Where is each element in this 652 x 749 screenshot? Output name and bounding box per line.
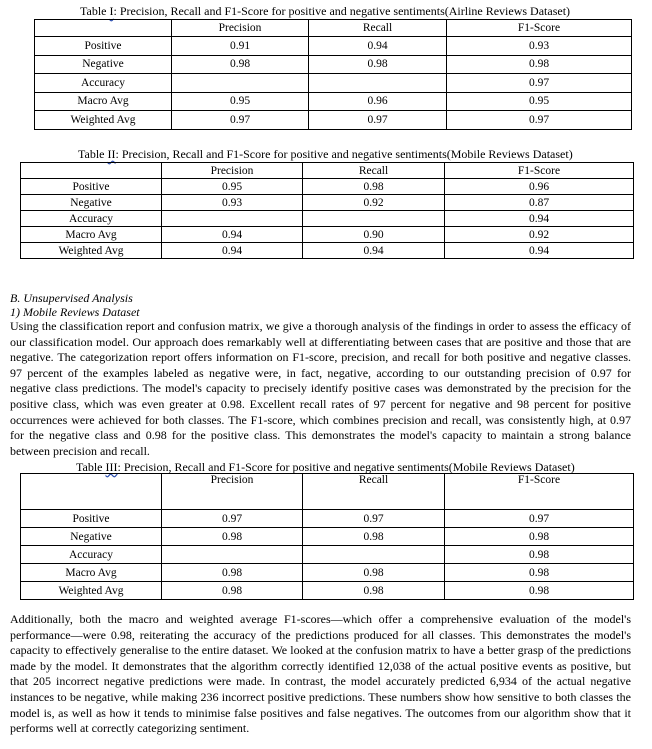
table2-caption-prefix: Table bbox=[78, 147, 108, 161]
row-label-cell: Weighted Avg bbox=[35, 111, 172, 130]
row-label-cell: Accuracy bbox=[21, 211, 162, 227]
header-cell: F1-Score bbox=[445, 474, 634, 510]
value-cell: 0.92 bbox=[303, 195, 445, 211]
value-cell: 0.98 bbox=[303, 582, 445, 600]
header-cell: F1-Score bbox=[447, 20, 632, 37]
table-row bbox=[35, 55, 632, 74]
table-row bbox=[35, 37, 632, 56]
value-cell: 0.93 bbox=[447, 37, 632, 56]
value-cell: 0.97 bbox=[162, 510, 303, 528]
header-cell: F1-Score bbox=[445, 163, 634, 179]
table-row bbox=[21, 179, 634, 195]
value-cell: 0.94 bbox=[162, 227, 303, 243]
header-cell: Precision bbox=[172, 20, 309, 37]
value-cell: 0.94 bbox=[162, 243, 303, 259]
table1-caption bbox=[80, 4, 570, 18]
value-cell bbox=[162, 546, 303, 564]
row-label-cell: Weighted Avg bbox=[21, 582, 162, 600]
value-cell: 0.87 bbox=[445, 195, 634, 211]
table3-caption bbox=[76, 460, 575, 474]
header-row bbox=[21, 474, 634, 510]
value-cell: 0.94 bbox=[309, 37, 447, 56]
table-row bbox=[21, 211, 634, 227]
value-cell: 0.94 bbox=[445, 211, 634, 227]
header-cell: Recall bbox=[309, 20, 447, 37]
table3-caption-roman: III bbox=[105, 460, 118, 474]
value-cell: 0.98 bbox=[172, 55, 309, 74]
row-label-cell: Accuracy bbox=[35, 74, 172, 93]
row-label-cell: Negative bbox=[21, 195, 162, 211]
value-cell: 0.98 bbox=[445, 528, 634, 546]
table1-caption-prefix: Table bbox=[80, 4, 110, 18]
header-cell bbox=[21, 163, 162, 179]
value-cell: 0.96 bbox=[445, 179, 634, 195]
table2 bbox=[20, 162, 634, 259]
table-row bbox=[21, 564, 634, 582]
value-cell: 0.98 bbox=[162, 582, 303, 600]
value-cell bbox=[303, 211, 445, 227]
header-row bbox=[21, 163, 634, 179]
row-label-cell: Macro Avg bbox=[21, 227, 162, 243]
value-cell: 0.94 bbox=[303, 243, 445, 259]
header-cell: Precision bbox=[162, 163, 303, 179]
row-label-cell: Positive bbox=[21, 179, 162, 195]
value-cell: 0.98 bbox=[445, 546, 634, 564]
value-cell: 0.98 bbox=[447, 55, 632, 74]
header-row bbox=[35, 20, 632, 37]
value-cell: 0.97 bbox=[447, 111, 632, 130]
value-cell: 0.98 bbox=[309, 55, 447, 74]
value-cell: 0.93 bbox=[162, 195, 303, 211]
table2-caption-roman: II bbox=[107, 147, 116, 161]
value-cell bbox=[309, 74, 447, 93]
table2-caption-text: : Precision, Recall and F1-Score for positive and negative sentiments(Mobile Reviews Dataset) bbox=[115, 147, 573, 161]
row-label-cell: Positive bbox=[35, 37, 172, 56]
table3-caption-text: : Precision, Recall and F1-Score for positive and negative sentiments(Mobile Reviews Dataset) bbox=[117, 460, 575, 474]
value-cell: 0.96 bbox=[309, 92, 447, 111]
header-cell: Recall bbox=[303, 163, 445, 179]
table3-caption-prefix: Table bbox=[76, 460, 106, 474]
header-cell bbox=[35, 20, 172, 37]
value-cell: 0.98 bbox=[303, 179, 445, 195]
row-label-cell: Positive bbox=[21, 510, 162, 528]
value-cell: 0.98 bbox=[303, 564, 445, 582]
value-cell bbox=[172, 74, 309, 93]
value-cell: 0.90 bbox=[303, 227, 445, 243]
value-cell: 0.95 bbox=[447, 92, 632, 111]
value-cell: 0.97 bbox=[309, 111, 447, 130]
row-label-cell: Accuracy bbox=[21, 546, 162, 564]
value-cell: 0.97 bbox=[445, 510, 634, 528]
table1-caption-text: : Precision, Recall and F1-Score for positive and negative sentiments(Airline Reviews Dataset) bbox=[113, 4, 571, 18]
value-cell: 0.97 bbox=[303, 510, 445, 528]
row-label-cell: Macro Avg bbox=[21, 564, 162, 582]
value-cell: 0.98 bbox=[445, 582, 634, 600]
value-cell: 0.98 bbox=[303, 528, 445, 546]
value-cell bbox=[303, 546, 445, 564]
table2-caption bbox=[78, 147, 573, 161]
table-row bbox=[21, 227, 634, 243]
value-cell: 0.97 bbox=[447, 74, 632, 93]
value-cell: 0.98 bbox=[162, 564, 303, 582]
row-label-cell: Negative bbox=[21, 528, 162, 546]
value-cell: 0.98 bbox=[445, 564, 634, 582]
header-cell: Precision bbox=[162, 474, 303, 510]
body-paragraph-2: Additionally, both the macro and weighted average F1-scores—which offer a comprehensive evaluation of the model's performance—were 0.98, reiterating the accuracy of the predictions produced for all classes. This demonstrates the model's capacity to effectively generalise to the entire dataset. We looked at the confusion matrix to have a better grasp of the predictions made by the model. It demonstrates that the algorithm correctly identified 12,038 of the actual positive events as positive, but that 205 incorrect negative predictions were made. In contrast, the model accurately predicted 6,934 of the actual negative instances to be negative, while making 236 incorrect positive predictions. These numbers show how sensitive to both classes the model is, as well as how it tends to minimise false positives and false negatives. The outcomes from our algorithm show that it performs well at correctly categorizing sentiment. bbox=[10, 612, 631, 736]
value-cell: 0.98 bbox=[162, 528, 303, 546]
value-cell: 0.95 bbox=[172, 92, 309, 111]
body-paragraph-1: Using the classification report and confusion matrix, we give a thorough analysis of the findings in order to assess the efficacy of our classification model. Our approach does remarkably well at differentiating between cases that are positive and those that are negative. The categorization report offers information on F1-score, precision, and recall for both positive and negative classes. 97 percent of the examples labeled as negative were, in fact, negative, according to our outstanding precision of 0.97 for negative class predictions. The model's capacity to precisely identify positive cases was demonstrated by the precision for the positive class, which was even greater at 0.98. Excellent recall rates of 97 percent for negative and 98 percent for positive occurrences were achieved for both classes. The F1-score, which combines precision and recall, was consistently high, at 0.97 for the negative class and 0.98 for the positive class. This demonstrates the model's capacity to maintain a strong balance between precision and recall. bbox=[10, 319, 631, 458]
header-cell: Recall bbox=[303, 474, 445, 510]
table-row bbox=[21, 195, 634, 211]
header-cell bbox=[21, 474, 162, 510]
table-row bbox=[21, 510, 634, 528]
value-cell: 0.97 bbox=[172, 111, 309, 130]
subsection-heading: 1) Mobile Reviews Dataset bbox=[10, 305, 140, 319]
table-row bbox=[35, 111, 632, 130]
row-label-cell: Negative bbox=[35, 55, 172, 74]
value-cell: 0.91 bbox=[172, 37, 309, 56]
value-cell: 0.94 bbox=[445, 243, 634, 259]
table-row bbox=[21, 528, 634, 546]
table-row bbox=[21, 546, 634, 564]
section-heading: B. Unsupervised Analysis bbox=[10, 291, 133, 305]
table3 bbox=[20, 473, 634, 600]
table-row bbox=[21, 582, 634, 600]
value-cell bbox=[162, 211, 303, 227]
row-label-cell: Macro Avg bbox=[35, 92, 172, 111]
value-cell: 0.95 bbox=[162, 179, 303, 195]
row-label-cell: Weighted Avg bbox=[21, 243, 162, 259]
table1 bbox=[34, 19, 632, 130]
table-row bbox=[21, 243, 634, 259]
value-cell: 0.92 bbox=[445, 227, 634, 243]
table-row bbox=[35, 92, 632, 111]
table1-caption-roman: I bbox=[109, 4, 114, 18]
table-row bbox=[35, 74, 632, 93]
